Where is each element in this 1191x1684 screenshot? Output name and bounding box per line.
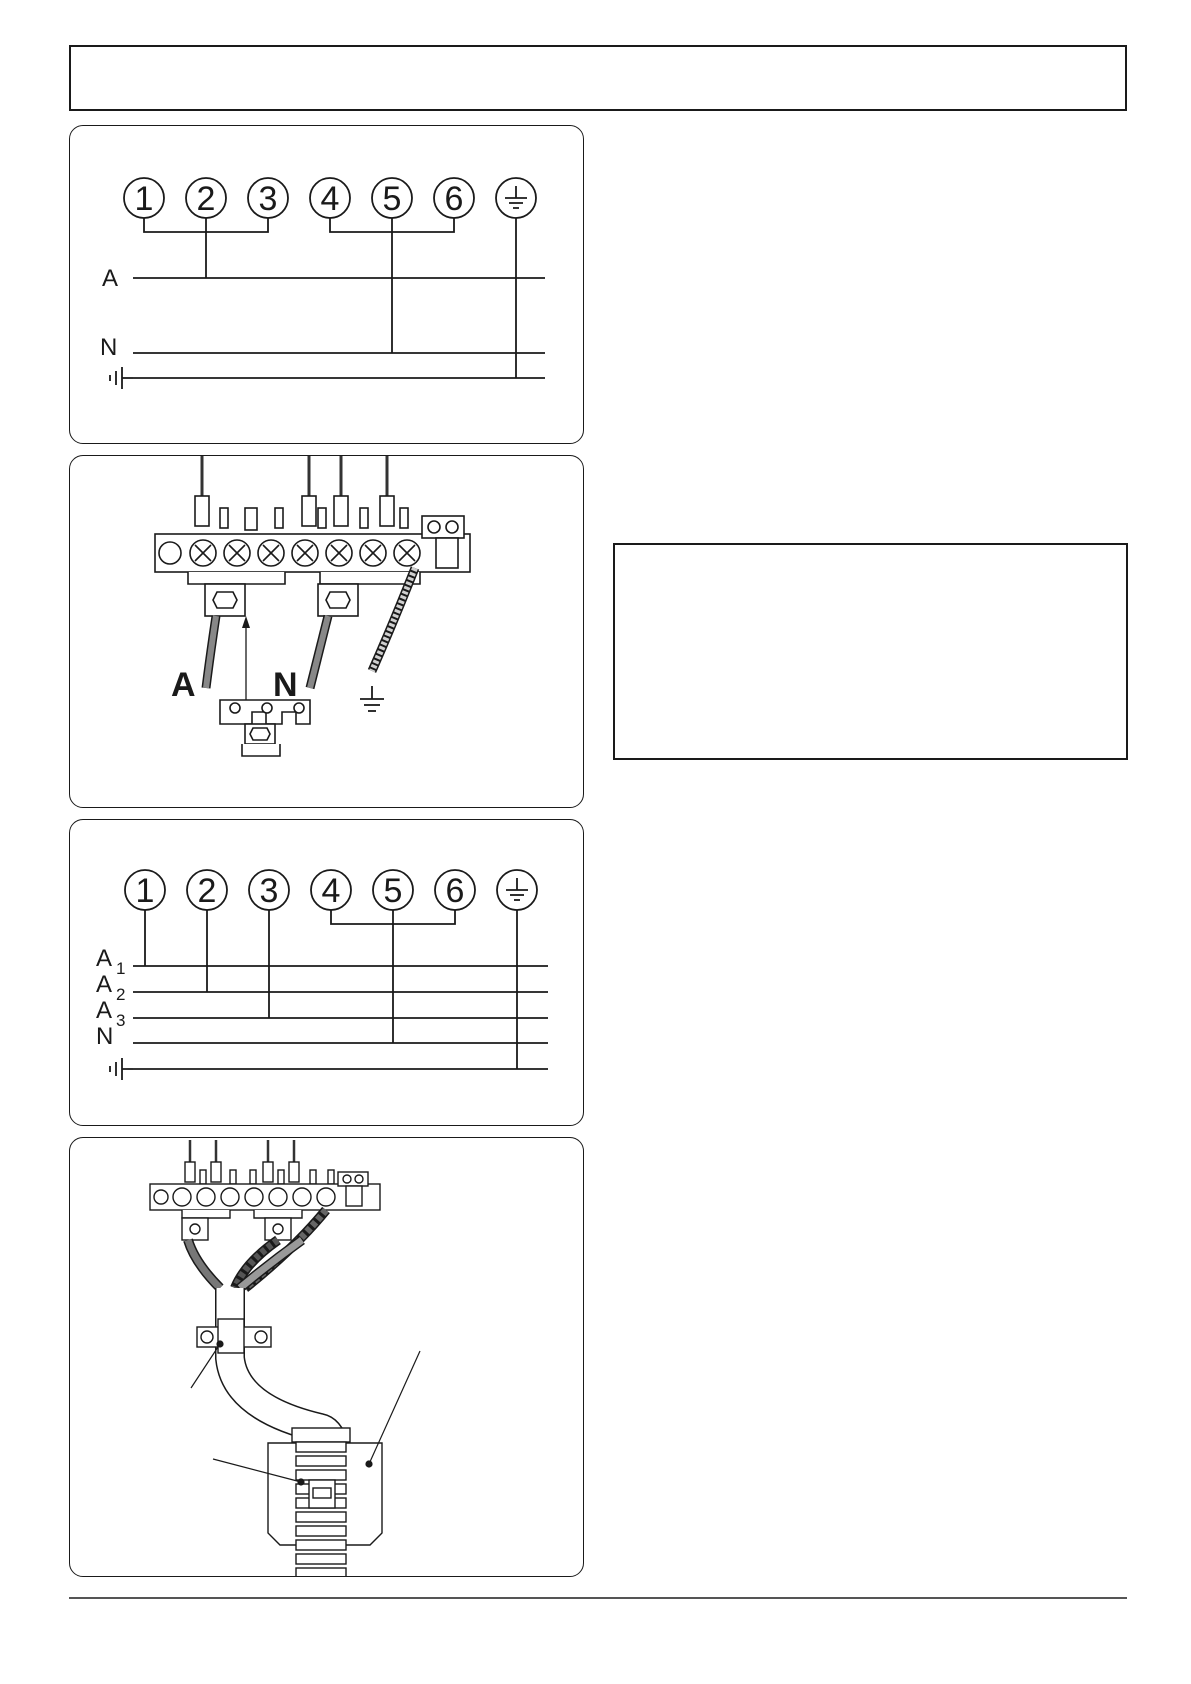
line-label-A1-sub: 1 — [116, 959, 126, 978]
bridge-link — [182, 1210, 230, 1218]
single-phase-terminal-svg — [70, 456, 584, 808]
line-label-A3-sub: 3 — [116, 1011, 126, 1030]
terminal-label-3: 3 — [259, 872, 279, 910]
earth-ground-icon — [360, 686, 384, 711]
bridge-A-link — [188, 572, 285, 584]
earth-ground-icon — [505, 186, 527, 208]
terminal-label-6: 6 — [445, 872, 465, 910]
terminal-label-5: 5 — [383, 872, 403, 910]
line-label-A2: A — [96, 971, 113, 998]
cable-label-A: A — [171, 666, 196, 704]
bridge-link — [254, 1210, 302, 1218]
cable-core — [188, 1240, 220, 1288]
line-label-A: A — [102, 265, 119, 292]
three-phase-schematic-svg — [70, 820, 584, 1126]
panel-three-phase-schematic — [69, 819, 584, 1126]
appliance-wires — [202, 456, 387, 501]
cable-label-N: N — [273, 666, 298, 704]
terminal-label-4: 4 — [321, 872, 341, 910]
hex-nut-icon — [326, 592, 350, 608]
spade-connectors — [195, 496, 408, 530]
three-phase-installation-svg — [70, 1138, 584, 1577]
panel-three-phase-installation — [69, 1137, 584, 1577]
earth-ground-icon — [110, 1058, 133, 1080]
line-label-N: N — [100, 334, 118, 361]
earth-ground-icon — [110, 367, 133, 389]
single-phase-schematic-svg — [70, 126, 584, 444]
terminal-label-3: 3 — [258, 180, 278, 218]
spade-connectors — [185, 1162, 334, 1184]
terminal-label-2: 2 — [197, 872, 217, 910]
terminal-label-2: 2 — [196, 180, 216, 218]
header-box — [69, 45, 1127, 111]
line-label-N: N — [96, 1023, 114, 1050]
terminal-label-1: 1 — [135, 872, 155, 910]
terminal-label-5: 5 — [382, 180, 402, 218]
note-box — [613, 543, 1128, 760]
terminal-label-4: 4 — [320, 180, 340, 218]
appliance-wires — [190, 1140, 294, 1166]
line-label-A3: A — [96, 997, 113, 1024]
terminal-label-6: 6 — [444, 180, 464, 218]
panel-single-phase-terminal-block — [69, 455, 584, 808]
panel-single-phase-schematic — [69, 125, 584, 444]
earth-ground-icon — [506, 878, 528, 900]
line-label-A2-sub: 2 — [116, 985, 126, 1004]
terminal-label-1: 1 — [134, 180, 154, 218]
hex-nut-icon — [213, 592, 237, 608]
cable-gland-nut — [292, 1428, 350, 1442]
cable-sheath — [230, 1288, 335, 1448]
line-label-A1: A — [96, 945, 113, 972]
cable-clamp-icon — [197, 1319, 271, 1353]
footer-rule — [69, 1597, 1127, 1599]
terminal-bridge-link-icon — [220, 700, 310, 756]
